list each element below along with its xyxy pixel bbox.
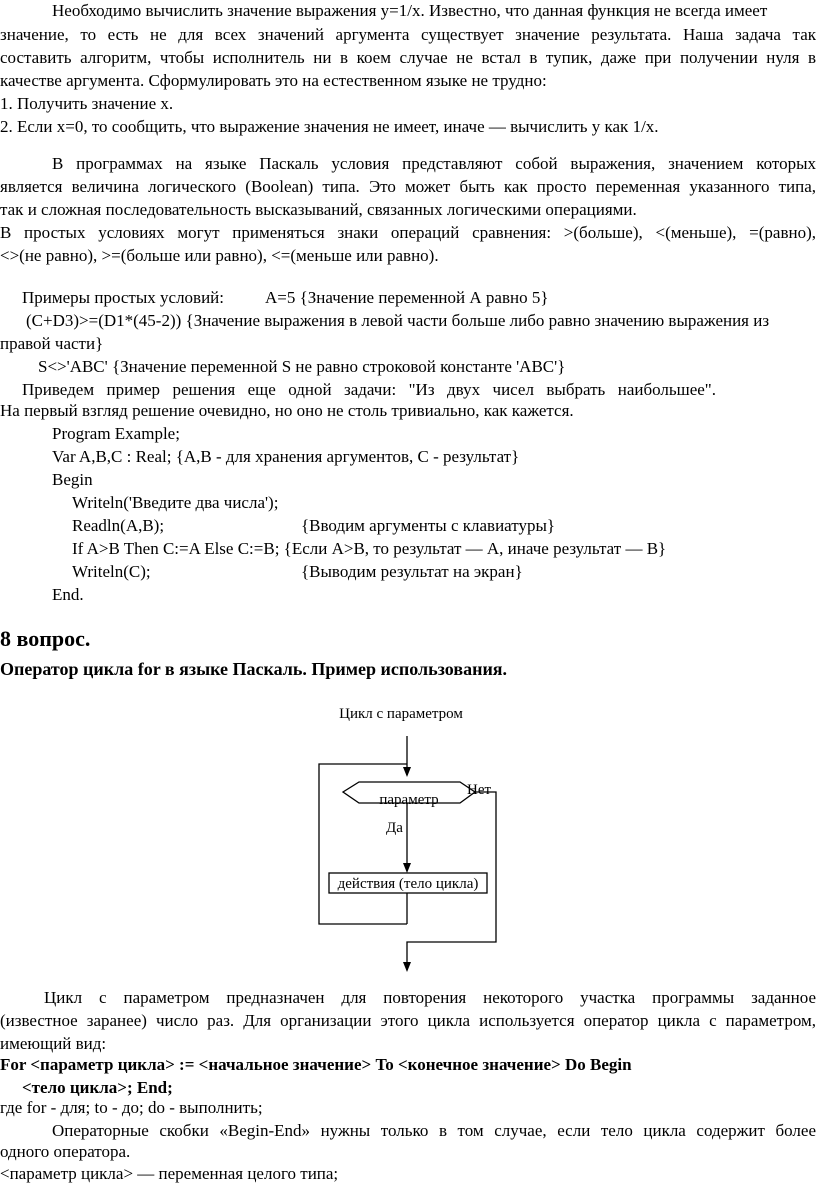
loop-body-label: действия (тело цикла) — [337, 876, 479, 892]
example-1: A=5 {Значение переменной А равно 5} — [265, 288, 549, 307]
task-line-2: На первый взгляд решение очевидно, но оно не столь тривиально, как кажется. — [0, 401, 574, 420]
code-comment-writeln: {Выводим результат на экран} — [301, 562, 523, 581]
conditions-line-2: является величина логического (Boolean) типа. Это может быть как просто переменная указанного типа, — [0, 177, 816, 196]
parameter-label: параметр — [379, 792, 439, 808]
section-number: 8 вопрос. — [0, 626, 91, 651]
yes-label: Да — [386, 820, 403, 836]
conditions-line-3: так и сложная последовательность высказываний, связанных логическими операциями. — [0, 200, 637, 219]
intro-step-2: 2. Если x=0, то сообщить, что выражение значения не имеет, иначе — вычислить y как 1/x. — [0, 117, 659, 136]
intro-line-3: составить алгоритм, чтобы исполнитель ни в коем случае не встал в тупик, даже при получении нуля в — [0, 48, 816, 67]
example-3: S<>'ABC' {Значение переменной S не равно строковой константе 'ABC'} — [38, 357, 566, 376]
no-label: Нет — [467, 782, 492, 798]
code-line-end: End. — [52, 585, 84, 604]
brackets-line-2: одного оператора. — [0, 1142, 131, 1161]
intro-step-1: 1. Получить значение x. — [0, 94, 174, 113]
description-line-1: Цикл с параметром предназначен для повторения некоторого участка программы заданное — [44, 988, 816, 1007]
conditions-line-5: <>(не равно), >=(больше или равно), <=(меньше или равно). — [0, 246, 439, 265]
keywords-line: где for - для; to - до; do - выполнить; — [0, 1098, 263, 1117]
syntax-line-1: For <параметр цикла> := <начальное значение> To <конечное значение> Do Begin — [0, 1055, 632, 1074]
conditions-line-4: В простых условиях могут применяться знаки операций сравнения: >(больше), <(меньше), =(равно), — [0, 223, 816, 242]
task-line-1: Приведем пример решения еще одной задачи: "Из двух чисел выбрать наибольшее". — [22, 380, 716, 399]
example-2-line-2: правой части} — [0, 334, 104, 353]
entry-arrowhead — [403, 767, 411, 777]
code-line-writeln-result: Writeln(C); — [72, 562, 151, 581]
description-line-2: (известное заранее) число раз. Для организации этого цикла используется оператор цикла с параметром, — [0, 1011, 816, 1030]
code-line-readln: Readln(A,B); — [72, 516, 165, 535]
description-line-3: имеющий вид: — [0, 1034, 107, 1053]
conditions-line-1: В программах на языке Паскаль условия представляют собой выражения, значением которых — [52, 154, 816, 173]
code-comment-readln: {Вводим аргументы с клавиатуры} — [301, 516, 556, 535]
code-line-var: Var A,B,C : Real; {A,B - для хранения аргументов, C - результат} — [52, 447, 520, 466]
diagram-title: Цикл с параметром — [339, 706, 463, 722]
code-line-if: If A>B Then C:=A Else C:=B; {Если A>B, то результат — A, иначе результат — B} — [72, 539, 667, 558]
param-definition-line: <параметр цикла> — переменная целого типа; — [0, 1164, 339, 1183]
code-line-writeln-prompt: Writeln('Введите два числа'); — [72, 493, 279, 512]
intro-line-4: качестве аргумента. Сформулировать это на естественном языке не трудно: — [0, 71, 547, 90]
intro-line-2: значение, то есть не для всех значений аргумента существует значение результата. Наша задача так — [0, 25, 816, 44]
intro-line-1: Необходимо вычислить значение выражения y=1/x. Известно, что данная функция не всегда имеет — [52, 1, 768, 20]
examples-label: Примеры простых условий: — [22, 288, 224, 307]
exit-arrowhead — [403, 962, 411, 972]
yes-arrowhead — [403, 863, 411, 873]
example-2-line-1: (C+D3)>=(D1*(45-2)) {Значение выражения в левой части больше либо равно значению выражения из — [26, 311, 770, 330]
loop-return-line — [319, 764, 407, 924]
code-line-begin: Begin — [52, 470, 93, 489]
code-line-program: Program Example; — [52, 424, 180, 443]
section-title: Оператор цикла for в языке Паскаль. Пример использования. — [0, 659, 508, 679]
brackets-line-1: Операторные скобки «Begin-End» нужны только в том случае, если тело цикла содержит более — [52, 1121, 816, 1140]
syntax-line-2: <тело цикла>; End; — [22, 1078, 173, 1097]
